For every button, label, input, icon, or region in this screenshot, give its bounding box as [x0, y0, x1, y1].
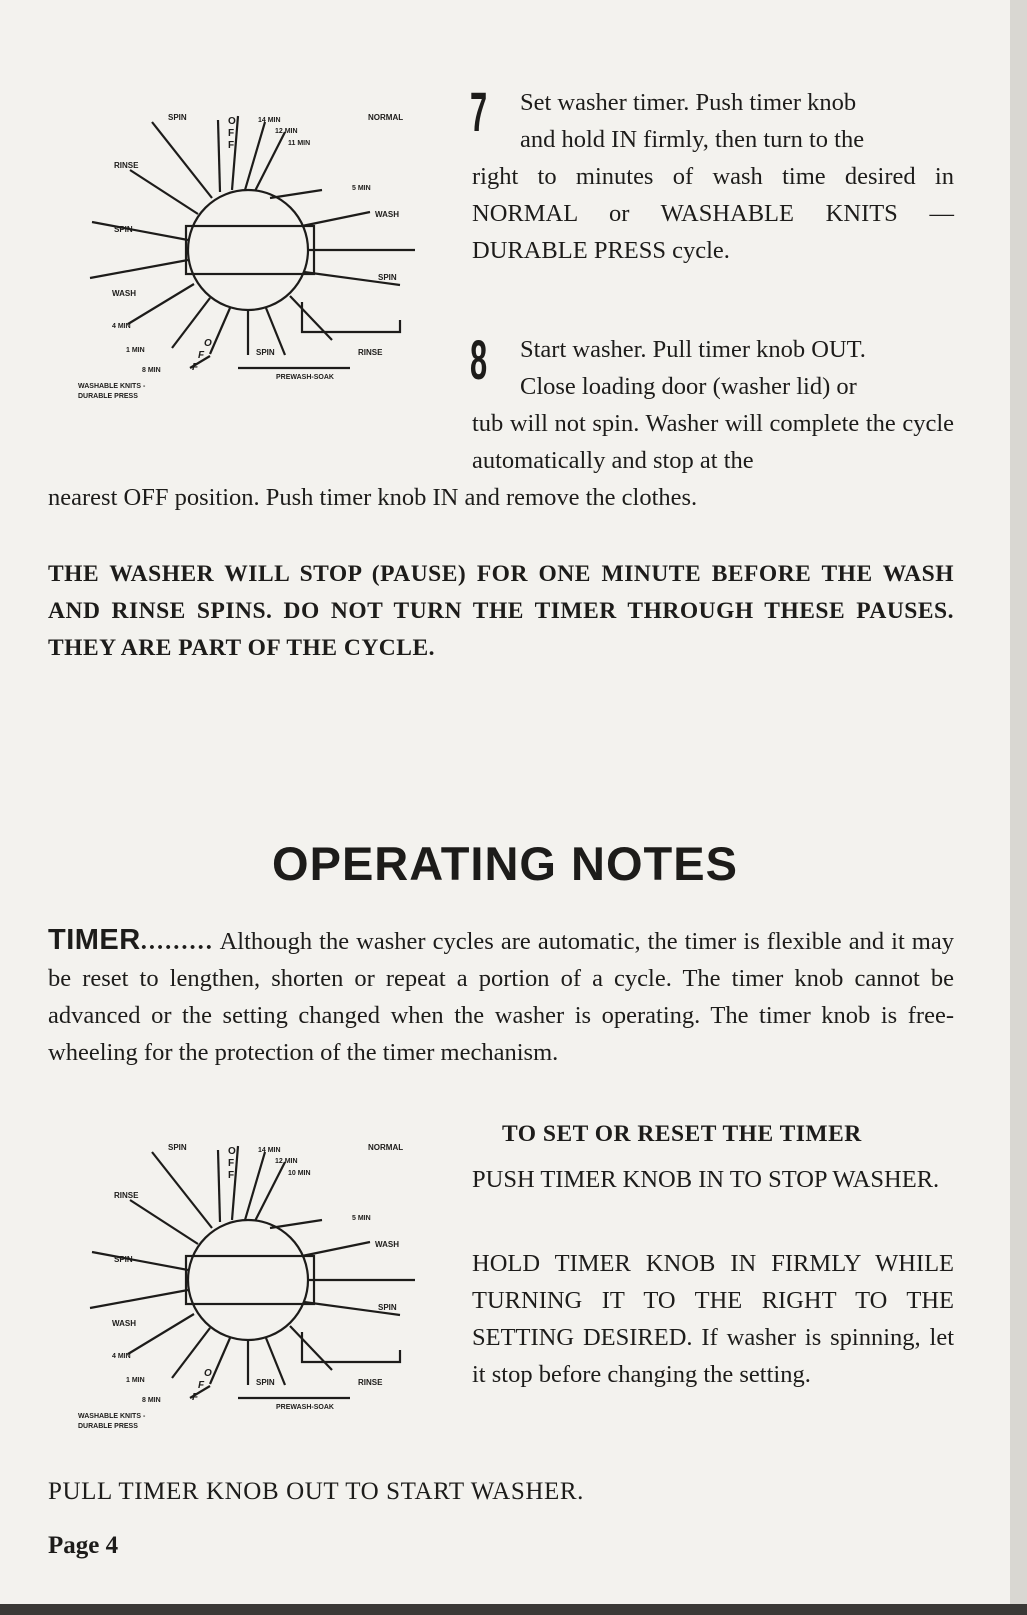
dial-label: SPIN [168, 113, 187, 122]
reset-step-2 [472, 1245, 954, 1393]
step-8-tail: nearest OFF position. Push timer knob IN and remove the clothes. [48, 484, 698, 511]
dial-label: DURABLE PRESS [78, 393, 138, 400]
dial-label: RINSE [358, 348, 383, 357]
page-number: Page 4 [48, 1532, 119, 1559]
step-8-line1: Start washer. Pull timer knob OUT. [520, 336, 866, 363]
page-edge-shadow [1010, 0, 1027, 1612]
step-7-text: right to minutes of wash time desired in NORMAL or WASHABLE KNITS — DURABLE PRESS cycle. [472, 163, 954, 264]
dial-label: RINSE [114, 1191, 139, 1200]
page-title: OPERATING NOTES [272, 837, 738, 890]
timer-dial-diagram-top [70, 100, 430, 420]
dial-label: F [198, 1380, 205, 1391]
reset-step-2-rest: If washer is spinning, let it stop before changing the setting. [472, 1324, 955, 1388]
reset-step-2-caps: HOLD TIMER KNOB IN FIRMLY WHILE TURNING IT TO THE RIGHT TO THE SETTING DESIRED. [472, 1250, 954, 1351]
dial-label: F [228, 140, 235, 151]
dial-label: F [228, 1170, 235, 1181]
pull-to-start-note: PULL TIMER KNOB OUT TO START WASHER. [48, 1478, 584, 1505]
dial-label: 12 MIN [275, 128, 298, 135]
dial-label: SPIN [114, 1255, 133, 1264]
reset-title: TO SET OR RESET THE TIMER [502, 1121, 862, 1147]
dial-label: F [228, 1158, 235, 1169]
pause-warning: THE WASHER WILL STOP (PAUSE) FOR ONE MINUTE BEFORE THE WASH AND RINSE SPINS. DO NOT TURN THE TIMER THROUGH THESE PAUSES. THEY ARE PART OF THE CYCLE. [48, 561, 954, 661]
dial-label: 5 MIN [352, 1215, 371, 1222]
dial-label: SPIN [114, 225, 133, 234]
dial-label: WASH [112, 1319, 136, 1328]
dial-label: PREWASH-SOAK [276, 1404, 334, 1411]
dial-label: SPIN [256, 1378, 275, 1387]
dial-label: F [192, 1392, 199, 1403]
dial-label: SPIN [168, 1143, 187, 1152]
dial-label: 12 MIN [275, 1158, 298, 1165]
timer-text: Although the washer cycles are automatic, the timer is flexible and it may be reset to lengthen, shorten or repeat a portion of a cycle. The timer knob cannot be advanced or the setting changed when the washer is operating. The timer knob is free-wheeling for the protection of the timer mechanism. [48, 928, 954, 1066]
step-8-text: tub will not spin. Washer will complete the cycle automatically and stop at the [472, 410, 954, 474]
step-number-8: 8 [470, 328, 488, 391]
dial-label: F [192, 362, 199, 373]
dial-label: 4 MIN [112, 323, 131, 330]
dial-label: F [198, 350, 205, 361]
dial-label: F [228, 128, 235, 139]
dial-label: 4 MIN [112, 1353, 131, 1360]
dial-label: 8 MIN [142, 367, 161, 374]
dial-label: WASHABLE KNITS - [78, 1413, 146, 1420]
dial-label: O [228, 1146, 236, 1157]
dial-label: RINSE [114, 161, 139, 170]
dial-label: O [204, 1368, 212, 1379]
dial-label: O [204, 338, 212, 349]
dial-label: SPIN [378, 1303, 397, 1312]
reset-step-1: PUSH TIMER KNOB IN TO STOP WASHER. [472, 1166, 940, 1193]
dial-label: RINSE [358, 1378, 383, 1387]
dial-label: WASH [112, 289, 136, 298]
timer-leader-dots: ......... [140, 928, 214, 955]
dial-label: 14 MIN [258, 1147, 281, 1154]
dial-label: NORMAL [368, 1143, 404, 1152]
dial-label: O [228, 116, 236, 127]
timer-label: TIMER [48, 924, 141, 956]
dial-label: WASH [375, 210, 399, 219]
dial-label: 1 MIN [126, 1377, 145, 1384]
step-8-line2: Close loading door (washer lid) or [520, 373, 857, 400]
scan-bottom-edge [0, 1604, 1027, 1615]
dial-label: 8 MIN [142, 1397, 161, 1404]
dial-label: 11 MIN [288, 140, 311, 147]
dial-label: 5 MIN [352, 185, 371, 192]
timer-dial-svg [70, 1130, 430, 1450]
dial-label: SPIN [256, 348, 275, 357]
timer-dial-diagram-bottom [70, 1130, 430, 1450]
dial-label: 10 MIN [288, 1170, 311, 1177]
dial-label: 1 MIN [126, 347, 145, 354]
step-7-line2: and hold IN firmly, then turn to the [520, 126, 865, 153]
timer-paragraph [48, 922, 954, 1071]
dial-label: 14 MIN [258, 117, 281, 124]
step-number-7: 7 [470, 80, 488, 143]
timer-dial-svg [70, 100, 430, 420]
dial-label: WASHABLE KNITS - [78, 383, 146, 390]
step-7-line1: Set washer timer. Push timer knob [520, 89, 857, 116]
dial-label: DURABLE PRESS [78, 1423, 138, 1430]
dial-label: SPIN [378, 273, 397, 282]
dial-label: WASH [375, 1240, 399, 1249]
dial-label: PREWASH-SOAK [276, 374, 334, 381]
dial-label: NORMAL [368, 113, 404, 122]
